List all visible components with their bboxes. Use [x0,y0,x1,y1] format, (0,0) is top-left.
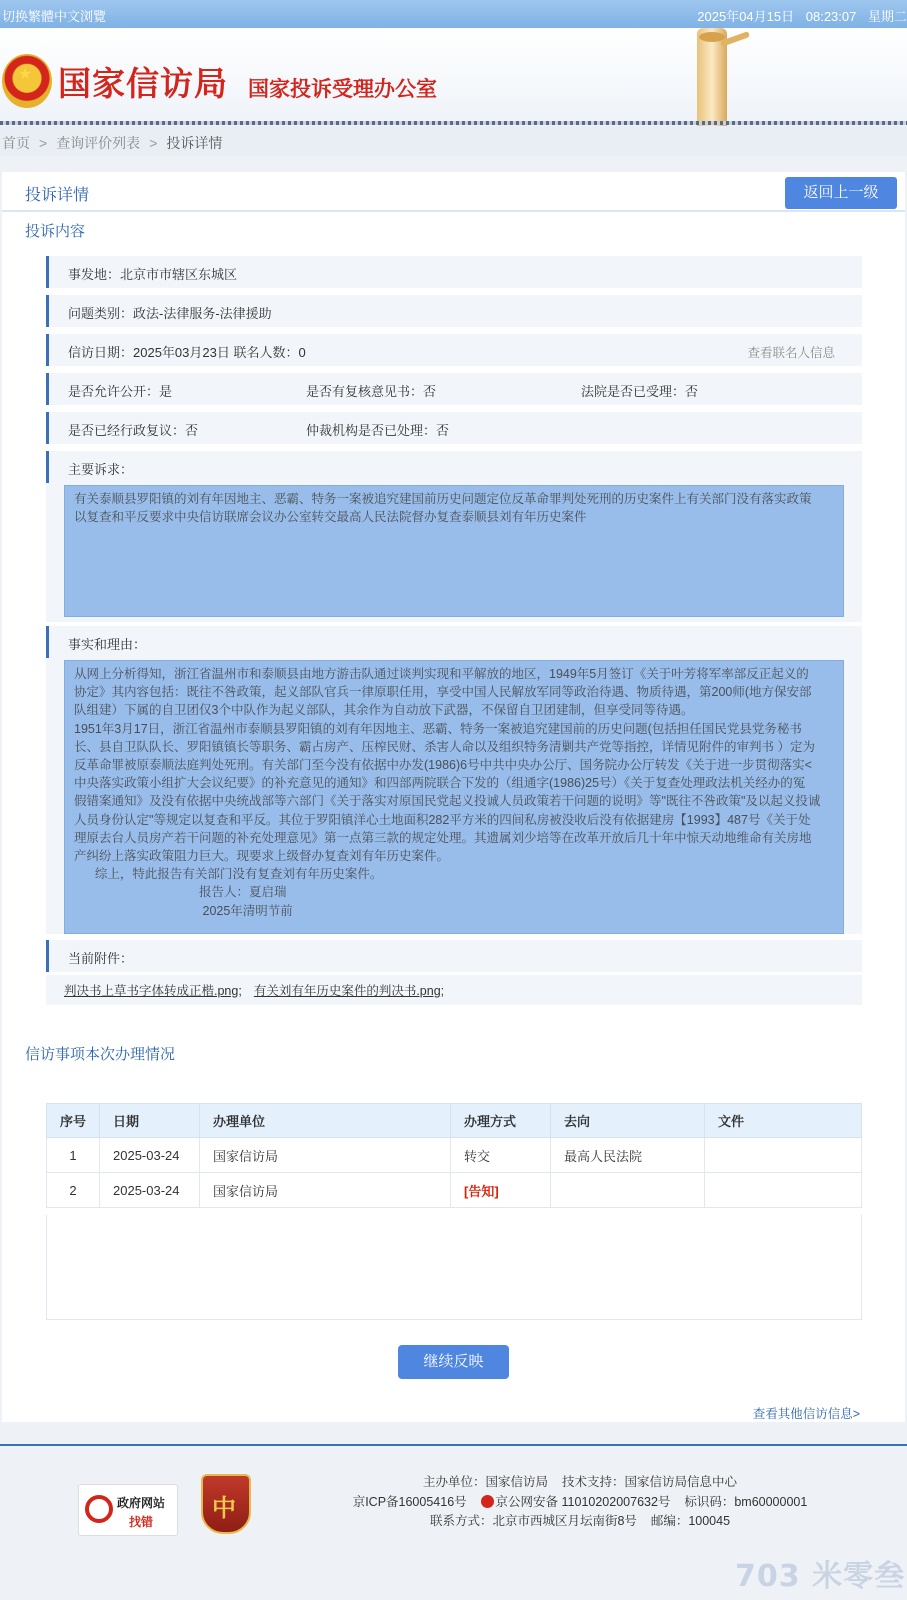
cell-unit: 国家信访局 [200,1173,451,1208]
breadcrumb-current: 投诉详情 [166,135,223,151]
column-header: 日期 [100,1104,200,1138]
facts-line: 综上，特此报告有关部门没有复查刘有年历史案件。 [74,867,383,882]
cell-method: 转交 [451,1138,551,1173]
main-request-label-row [46,451,862,483]
notify-link[interactable]: [告知] [464,1183,499,1199]
cell-method [451,1173,551,1208]
view-other-info-link[interactable]: 查看其他信访信息> [752,1407,860,1421]
national-emblem-icon [2,54,52,108]
site-code-text: 标识码：bm60000001 [684,1494,808,1509]
cell-date: 2025-03-24 [100,1173,200,1208]
attachment-link[interactable]: 判决书上草书字体转成正楷.png [64,984,239,998]
language-switch-link[interactable]: 切换繁體中文浏覽 [2,9,107,24]
column-header: 办理单位 [200,1104,451,1138]
back-button[interactable]: 返回上一级 [785,177,897,209]
party-gov-badge[interactable] [201,1474,251,1534]
facts-line: 产纠纷上落实政策阻力巨大。现要求上级督办复查刘有年历史案件。 [74,849,450,864]
breadcrumb-separator: > [39,135,48,151]
attachment-separator: ; [440,984,445,998]
location-row [46,256,862,288]
cell-no: 1 [47,1138,100,1173]
table-row [47,1173,862,1208]
location-text: 事发地：北京市市辖区东城区 [68,267,238,282]
facts-line: 队组建）下属的自卫团仅3个中队作为起义部队，其余作为自动放下武器，不保留自卫团建制，但享受同等待遇。 [74,703,694,718]
facts-label-row [46,626,862,658]
date-text: 2025年04月15日 [697,9,795,24]
admin-reconsideration-text: 是否已经行政复议：否 [68,423,199,438]
footer-registration [300,1493,860,1513]
police-badge-icon [481,1495,494,1508]
time-text: 08:23:07 [805,9,857,24]
cell-unit: 国家信访局 [200,1138,451,1173]
attachment-link[interactable]: 有关刘有年历史案件的判决书.png [253,984,441,998]
footer-info [300,1473,860,1532]
cell-file [705,1138,862,1173]
main-request-textbox [64,485,844,617]
breadcrumb-home[interactable]: 首页 [2,135,30,151]
cell-no: 2 [47,1173,100,1208]
view-cosigners-link[interactable]: 查看联名人信息 [747,346,835,360]
allow-public-text: 是否允许公开：是 [68,384,173,399]
table-empty-area [46,1215,862,1320]
status-row-1 [46,373,862,405]
main-request-line: 有关泰顺县罗阳镇的刘有年因地主、恶霸、特务一案被追究建国前历史问题定位反革命罪判处死刑的历史案件上有关部门没有落实政策 [74,492,812,506]
column-header: 文件 [705,1104,862,1138]
cell-date: 2025-03-24 [100,1138,200,1173]
facts-label: 事实和理由： [68,637,147,652]
site-sub-brand: 国家投诉受理办公室 [248,78,437,101]
facts-line: 反革命罪被原泰顺法庭判处死刑。有关部门至今没有依据中办发(1986)6号中共中央办公厅、国务院办公厅转发《关于进一步贯彻落实< [74,758,812,773]
facts-line: 假错案通知》及没有依据中央统战部等六部门《关于落实对原国民党起义投诚人员政策若干问题的说明》等"既往不咎政策"及以起义投诚 [74,794,821,809]
attachment-separator: ; [238,984,242,998]
breadcrumb [0,126,907,156]
table-row [47,1138,862,1173]
footer-host: 主办单位：国家信访局 技术支持：国家信访局信息中心 [423,1475,737,1489]
header-banner [0,28,907,126]
handling-section-title: 信访事项本次办理情况 [25,1046,176,1063]
facts-line: 理原去台人员房产若干问题的补充处理意见》第一点第三款的规定处理。其遗属刘少培等在改革开放后几十年中惊天动地维命有关房地 [74,830,812,845]
handling-table [46,1103,862,1208]
police-record-link[interactable]: 京公网安备 11010202007632号 [495,1494,671,1509]
page-title: 投诉详情 [25,187,90,204]
breadcrumb-query-list[interactable]: 查询评价列表 [56,135,141,151]
watermark-logo: 703 米零叁 [735,1559,906,1594]
attachments-label-row [46,940,862,972]
site-brand: 国家信访局 [58,64,228,103]
facts-line: 2025年清明节前 [74,903,293,918]
content-section-title: 投诉内容 [25,223,86,240]
facts-line: 1951年3月17日，浙江省温州市泰顺县罗阳镇的刘有年因地主、恶霸、特务一案被追究建国前的历史问题(包括担任国民党县党务秘书 [74,721,802,736]
gov-site-error-badge[interactable] [78,1484,178,1536]
badge-line1: 政府网站 [117,1496,166,1510]
weekday-text: 星期二 [867,9,907,24]
cell-file [705,1173,862,1208]
column-header: 办理方式 [451,1104,551,1138]
column-header: 去向 [551,1104,705,1138]
main-request-label: 主要诉求： [68,462,134,477]
facts-line: 报告人：夏启瑞 [74,885,287,900]
facts-line: 协定》其内容包括：既往不咎政策，起义部队官兵一律原职任用，享受中国人民解放军同等政治待遇、物质待遇，第200师(地方保安部 [74,685,812,700]
header-divider [0,121,907,125]
petition-date-row [46,334,862,366]
footer-contact: 联系方式：北京市西城区月坛南街8号 邮编：100045 [429,1514,731,1528]
breadcrumb-separator: > [149,135,158,151]
court-accepted-text: 法院是否已受理：否 [581,384,699,399]
cell-destination [551,1173,705,1208]
attachments-list [46,975,862,1005]
facts-line: 人员身份认定"等规定以复查和平反。其位于罗阳镇洋心土地面积282平方米的四间私房被没收后没有依据建房【1993】487号《关于处 [74,812,811,827]
facts-line: 长、县自卫队队长、罗阳镇镇长等职务、霸占房产、压榨民财、杀害人命以及组织特务清剿共产党等指控，详情见附件的审判书 ）定为 [74,739,815,754]
column-header: 序号 [47,1104,100,1138]
arbitration-text: 仲裁机构是否已处理：否 [306,423,450,438]
magnifier-icon [85,1495,113,1523]
top-bar [0,0,907,28]
complaint-detail-card [2,172,905,1422]
continue-petition-button[interactable]: 继续反映 [398,1345,509,1379]
petition-date-text: 信访日期：2025年03月23日 联名人数：0 [68,345,306,360]
party-badge-glyph: 中 [212,1495,236,1522]
cell-destination: 最高人民法院 [551,1138,705,1173]
main-request-line: 以复查和平反要求中央信访联席会议办公室转交最高人民法院督办复查泰顺县刘有年历史案件 [74,510,587,525]
category-text: 问题类别：政法-法律服务-法律援助 [68,306,272,321]
attachments-label: 当前附件： [68,951,134,966]
table-header-row [47,1104,862,1138]
facts-textbox [64,660,844,934]
main-request-block [46,483,862,622]
facts-block [46,658,862,934]
detail-header [2,172,905,212]
category-row [46,295,862,327]
icp-link[interactable]: 京ICP备16005416号 [352,1494,467,1509]
status-row-2 [46,412,862,444]
datetime-display [689,6,907,25]
facts-line: 从网上分析得知，浙江省温州市和泰顺县由地方游击队通过谈判实现和平解放的地区，1949年5月签订《关于叶芳将军率部反正起义的 [74,667,809,681]
review-opinion-text: 是否有复核意见书：否 [306,384,437,399]
facts-line: 中央落实政策小组扩大会议纪要》的补充意见的通知》和四部两院联合下发的（组通字(1986)25号）《关于复查处理政法机关经办的冤 [74,776,806,791]
badge-line2: 找错 [129,1515,154,1529]
